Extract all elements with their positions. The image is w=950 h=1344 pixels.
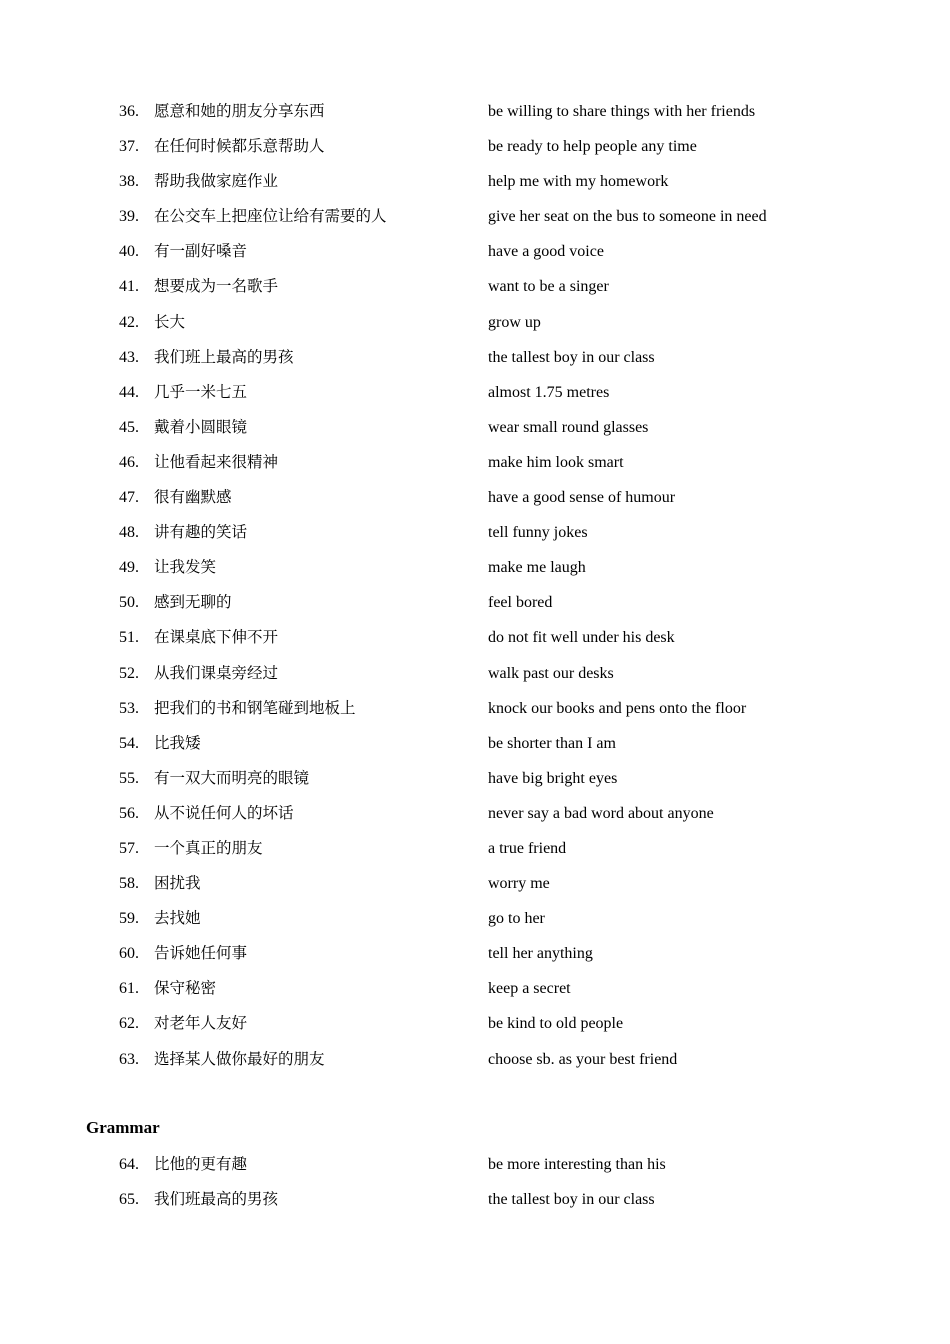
item-english: a true friend: [488, 839, 567, 857]
item-english: the tallest boy in our class: [488, 348, 655, 366]
item-english: make me laugh: [488, 559, 586, 577]
item-number: 37.: [119, 138, 139, 156]
item-chinese: 帮助我做家庭作业: [154, 172, 279, 191]
item-english: help me with my homework: [488, 173, 669, 191]
item-chinese: 比我矮: [154, 733, 201, 752]
item-number: 52.: [119, 664, 139, 682]
item-english: grow up: [488, 313, 541, 331]
item-number: 58.: [119, 875, 139, 893]
item-number: 43.: [119, 348, 139, 366]
item-english: be more interesting than his: [488, 1156, 666, 1173]
item-chinese: 选择某人做你最好的朋友: [154, 1049, 325, 1068]
item-chinese: 把我们的书和钢笔碰到地板上: [154, 698, 356, 717]
item-number: 55.: [119, 769, 139, 787]
item-number: 59.: [119, 910, 139, 928]
item-chinese: 我们班最高的男孩: [154, 1190, 279, 1209]
item-number: 36.: [119, 103, 139, 120]
item-chinese: 保守秘密: [154, 979, 217, 998]
item-number: 64.: [119, 1156, 139, 1173]
item-number: 48.: [119, 524, 139, 542]
item-english: walk past our desks: [488, 664, 614, 682]
item-english: give her seat on the bus to someone in need: [488, 208, 767, 226]
list-item: [0, 726, 950, 761]
item-number: 47.: [119, 489, 139, 507]
section-heading-grammar: Grammar: [86, 1118, 160, 1137]
item-english: feel bored: [488, 594, 553, 612]
list-item: [0, 234, 950, 269]
item-english: worry me: [488, 875, 550, 893]
list-item: [0, 515, 950, 550]
item-chinese: 让他看起来很精神: [154, 452, 279, 471]
list-item: [0, 620, 950, 655]
item-number: 62.: [119, 1015, 139, 1033]
item-number: 49.: [119, 559, 139, 577]
item-number: 50.: [119, 594, 139, 612]
item-chinese: 戴着小圆眼镜: [154, 417, 248, 436]
item-chinese: 有一双大而明亮的眼镜: [154, 768, 310, 787]
item-english: be kind to old people: [488, 1015, 624, 1033]
item-chinese: 很有幽默感: [154, 488, 232, 507]
item-chinese: 在任何时候都乐意帮助人: [154, 137, 325, 156]
item-english: tell funny jokes: [488, 524, 588, 542]
item-chinese: 一个真正的朋友: [154, 838, 263, 857]
vocabulary-list: [0, 94, 950, 1077]
item-number: 57.: [119, 839, 139, 857]
list-item: [0, 866, 950, 901]
item-chinese: 让我发笑: [154, 558, 217, 577]
item-english: the tallest boy in our class: [488, 1191, 655, 1209]
list-item: [0, 94, 950, 129]
list-item: [0, 305, 950, 340]
list-item: [0, 691, 950, 726]
list-item: [0, 901, 950, 936]
item-english: be ready to help people any time: [488, 138, 697, 156]
item-chinese: 对老年人友好: [154, 1014, 248, 1033]
item-chinese: 在课桌底下伸不开: [154, 628, 279, 647]
item-english: have a good sense of humour: [488, 489, 676, 507]
item-number: 38.: [119, 173, 139, 191]
item-english: want to be a singer: [488, 278, 609, 296]
list-item: [0, 480, 950, 515]
grammar-list: [0, 1147, 950, 1217]
item-number: 40.: [119, 243, 139, 261]
item-number: 44.: [119, 383, 139, 401]
item-english: have a good voice: [488, 243, 604, 261]
list-item: [0, 585, 950, 620]
item-chinese: 感到无聊的: [154, 593, 232, 612]
list-item: [0, 199, 950, 234]
list-item: [0, 936, 950, 971]
item-chinese: 有一副好嗓音: [154, 242, 248, 261]
list-item: [0, 1147, 950, 1182]
item-number: 45.: [119, 418, 139, 436]
item-number: 54.: [119, 734, 139, 752]
item-chinese: 讲有趣的笑话: [154, 523, 248, 542]
list-item: [0, 1006, 950, 1041]
item-number: 61.: [119, 980, 139, 998]
list-item: [0, 796, 950, 831]
item-english: choose sb. as your best friend: [488, 1050, 678, 1068]
list-item: [0, 761, 950, 796]
item-chinese: 比他的更有趣: [154, 1155, 248, 1173]
list-item: [0, 410, 950, 445]
item-chinese: 想要成为一名歌手: [154, 277, 279, 296]
item-number: 60.: [119, 945, 139, 963]
list-item: [0, 831, 950, 866]
item-english: do not fit well under his desk: [488, 629, 675, 647]
item-number: 51.: [119, 629, 139, 647]
list-item: [0, 129, 950, 164]
list-item: [0, 164, 950, 199]
item-chinese: 告诉她任何事: [154, 944, 248, 963]
list-item: [0, 550, 950, 585]
item-english: make him look smart: [488, 453, 624, 471]
item-english: go to her: [488, 910, 545, 928]
item-chinese: 愿意和她的朋友分享东西: [154, 102, 325, 120]
list-item: [0, 340, 950, 375]
item-number: 65.: [119, 1191, 139, 1209]
item-english: have big bright eyes: [488, 769, 618, 787]
item-english: tell her anything: [488, 945, 593, 963]
list-item: [0, 656, 950, 691]
item-english: keep a secret: [488, 980, 571, 998]
item-chinese: 去找她: [154, 909, 201, 928]
list-item: [0, 1042, 950, 1077]
item-english: knock our books and pens onto the floor: [488, 699, 747, 717]
item-english: almost 1.75 metres: [488, 383, 610, 401]
item-number: 56.: [119, 804, 139, 822]
item-chinese: 长大: [154, 312, 186, 331]
item-number: 46.: [119, 453, 139, 471]
item-english: wear small round glasses: [488, 418, 649, 436]
item-english: never say a bad word about anyone: [488, 804, 714, 822]
item-number: 42.: [119, 313, 139, 331]
item-chinese: 几乎一米七五: [154, 382, 248, 401]
item-chinese: 我们班上最高的男孩: [154, 347, 294, 366]
list-item: [0, 445, 950, 480]
item-chinese: 困扰我: [154, 874, 201, 893]
item-chinese: 在公交车上把座位让给有需要的人: [154, 207, 387, 226]
list-item: [0, 269, 950, 304]
item-number: 39.: [119, 208, 139, 226]
item-number: 41.: [119, 278, 139, 296]
item-english: be willing to share things with her friends: [488, 103, 756, 120]
item-chinese: 从不说任何人的坏话: [154, 803, 294, 822]
item-number: 53.: [119, 699, 139, 717]
item-english: be shorter than I am: [488, 734, 616, 752]
item-chinese: 从我们课桌旁经过: [154, 663, 279, 682]
item-number: 63.: [119, 1050, 139, 1068]
list-item: [0, 1182, 950, 1217]
list-item: [0, 971, 950, 1006]
list-item: [0, 375, 950, 410]
